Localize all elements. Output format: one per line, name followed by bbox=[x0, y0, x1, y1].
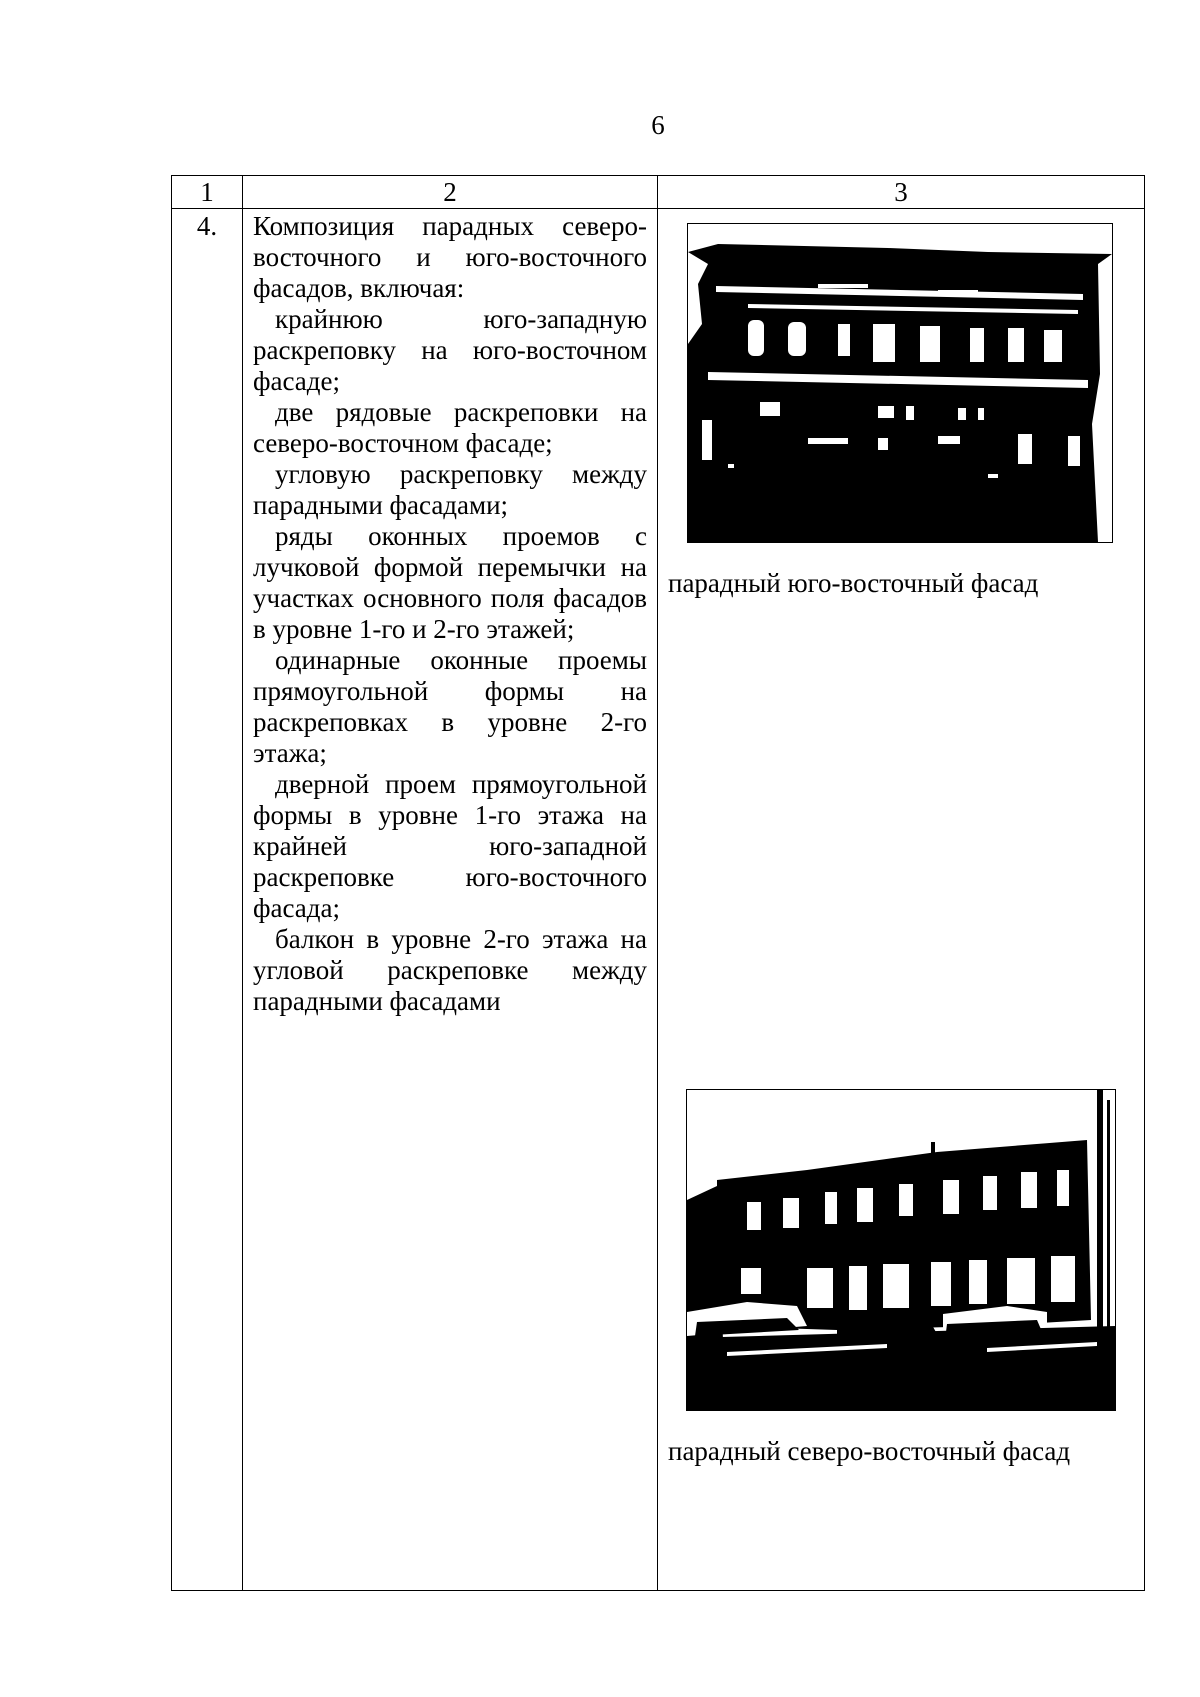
photo-caption: парадный юго-восточный фасад bbox=[668, 568, 1039, 598]
row-description bbox=[243, 209, 658, 1591]
northeast-facade-photo bbox=[686, 1089, 1116, 1411]
description-item: балкон в уровне 2-го этажа на угловой раскреповке между парадными фасадами bbox=[253, 924, 647, 1016]
description-item: крайнюю юго-западную раскреповку на юго-восточном фасаде; bbox=[253, 304, 647, 396]
southeast-facade-photo bbox=[687, 223, 1113, 543]
description-item: одинарные оконные проемы прямоугольной формы на раскреповках в уровне 2-го этажа; bbox=[253, 645, 647, 768]
description-item: ряды оконных проемов с лучковой формой перемычки на участках основного поля фасадов в уровне 1-го и 2-го этажей; bbox=[253, 521, 647, 644]
description-item: две рядовые раскреповки на северо-восточном фасаде; bbox=[253, 397, 647, 458]
description-item: дверной проем прямоугольной формы в уровне 1-го этажа на крайней юго-западной раскреповке юго-восточного фасада; bbox=[253, 769, 647, 923]
table-header-row bbox=[172, 176, 1145, 209]
row-number: 4. bbox=[172, 209, 243, 1591]
row-images bbox=[658, 209, 1145, 1591]
description-intro: Композиция парадных северо-восточного и юго-восточного фасадов, включая: bbox=[253, 211, 647, 303]
header-col-3: 3 bbox=[658, 176, 1145, 209]
table-row bbox=[172, 209, 1145, 1591]
page-number: 6 bbox=[651, 110, 665, 140]
photo-caption: парадный северо-восточный фасад bbox=[668, 1436, 1071, 1466]
header-col-1: 1 bbox=[172, 176, 243, 209]
header-col-2: 2 bbox=[243, 176, 658, 209]
monument-table bbox=[171, 175, 1145, 1591]
description-item: угловую раскреповку между парадными фасадами; bbox=[253, 459, 647, 520]
